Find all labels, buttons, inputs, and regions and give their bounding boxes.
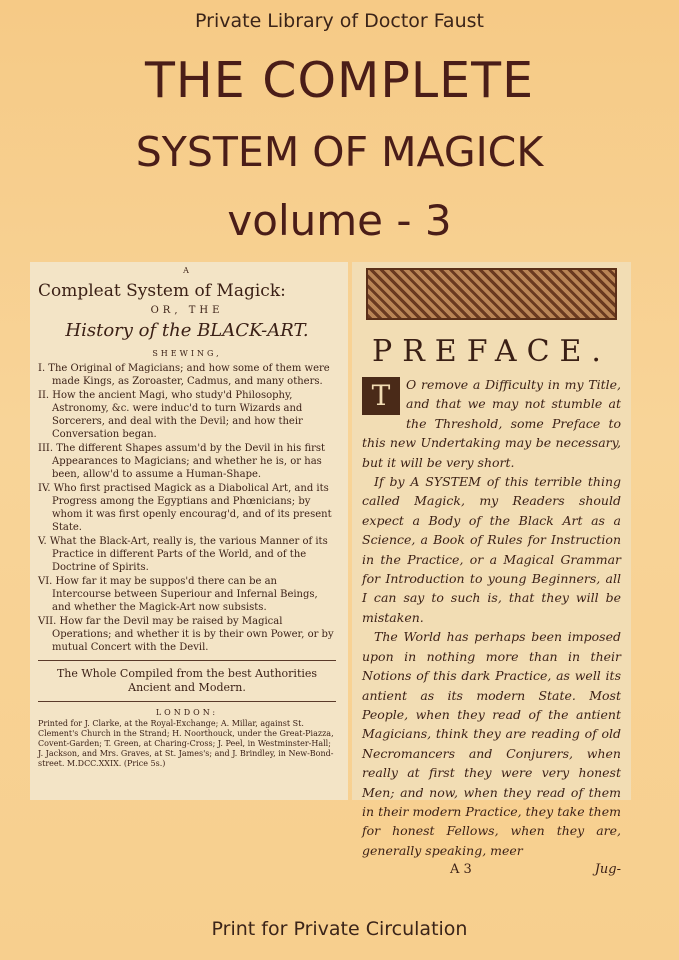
preface-paragraph-1: O remove a Difficulty in my Title, and that we may not stumble at the Threshold, some Preface to this new Undertaking may be necessary, but it will be very short. <box>362 377 621 470</box>
compiled-line-2: Ancient and Modern. <box>128 681 246 694</box>
contents-item: VII. How far the Devil may be raised by Magical Operations; and whether it is by their own Power, or by mutual Concert with the Devil. <box>38 616 334 653</box>
contents-item: V. What the Black-Art, really is, the various Manner of its Practice in different Parts of the World, and of the Doctrine of Spirits. <box>38 536 328 573</box>
circulation-line: Print for Private Circulation <box>211 918 468 940</box>
imprint-city: LONDON: <box>155 708 219 717</box>
title-page-heading: Compleat System of Magick: <box>38 281 286 301</box>
book-title-line-2: SYSTEM OF MAGICK <box>135 128 544 176</box>
title-page-subtitle: History of the BLACK-ART. <box>65 320 309 341</box>
library-line: Private Library of Doctor Faust <box>195 10 484 32</box>
preface-paragraph-3: The World has perhaps been imposed upon in nothing more than in their Notions of this dark Practice, as well its antient as its modern State. Most People, when they read of the antient Magicians, think they are reading of old Necromancers and Conjurers, when really at first they were very honest Men; and now, when they read of them in their modern Practice, they take them for honest Fellows, when they are, generally speaking, meer <box>362 629 621 858</box>
preface-paragraph-2: If by A SYSTEM of this terrible thing called Magick, my Readers should expect a Body of the Black Art as a Science, a Book of Rules for Instruction in the Practice, or a Magical Grammar for Introduction to young Beginners, all I can say to such is, that they will be mistaken. <box>362 474 621 625</box>
preface-body <box>362 375 621 860</box>
title-page-shewing: SHEWING, <box>152 349 222 358</box>
volume-label: volume - 3 <box>227 196 452 245</box>
divider <box>38 701 336 702</box>
contents-item: III. The different Shapes assum'd by the Devil in his first Appearances to Magicians; and whether he is, or has been, allow'd to assume a Human-Shape. <box>38 443 326 480</box>
preface-heading: PREFACE. <box>372 334 611 369</box>
drop-cap: T <box>362 377 400 415</box>
contents-item: IV. Who first practised Magick as a Diabolical Art, and its Progress among the Egyptians and Phœnicians; by whom it was first openly encourag'd, and of its present State. <box>38 483 332 533</box>
compiled-line-1: The Whole Compiled from the best Authorities <box>56 667 318 680</box>
title-page-or-the: OR, THE <box>150 305 224 316</box>
divider <box>38 660 336 661</box>
contents-item: I. The Original of Magicians; and how some of them were made Kings, as Zoroaster, Cadmus, and many others. <box>38 363 330 387</box>
headpiece-ornament <box>366 268 617 320</box>
book-title-line-1: THE COMPLETE <box>144 52 535 109</box>
contents-item: II. How the ancient Magi, who study'd Philosophy, Astronomy, &c. were induc'd to turn Wizards and Sorcerers, and deal with the Devil; and how their Conversation began. <box>38 390 303 440</box>
title-page-image <box>30 262 348 800</box>
signature-mark: A 3 <box>450 862 472 878</box>
catchword: Jug- <box>594 862 621 878</box>
contents-item: VI. How far it may be suppos'd there can be an Intercourse between Superiour and Infernal Beings, and whether the Magick-Art now subsists. <box>38 576 318 613</box>
imprint-text: Printed for J. Clarke, at the Royal-Exchange; A. Millar, against St. Clement's Church in the Strand; H. Noorthouck, under the Great-Piazza, Covent-Garden; T. Green, at Charing-Cross; J. Peel, in Westminster-Hall; J. Jackson, and Mrs. Graves, at St. James's; and J. Brindley, in New-Bond-street. M.DCC.XXIX. (Price 5s.) <box>38 719 334 768</box>
title-page-article: A <box>183 266 191 275</box>
contents-list <box>38 362 336 654</box>
preface-page-image <box>352 262 631 878</box>
